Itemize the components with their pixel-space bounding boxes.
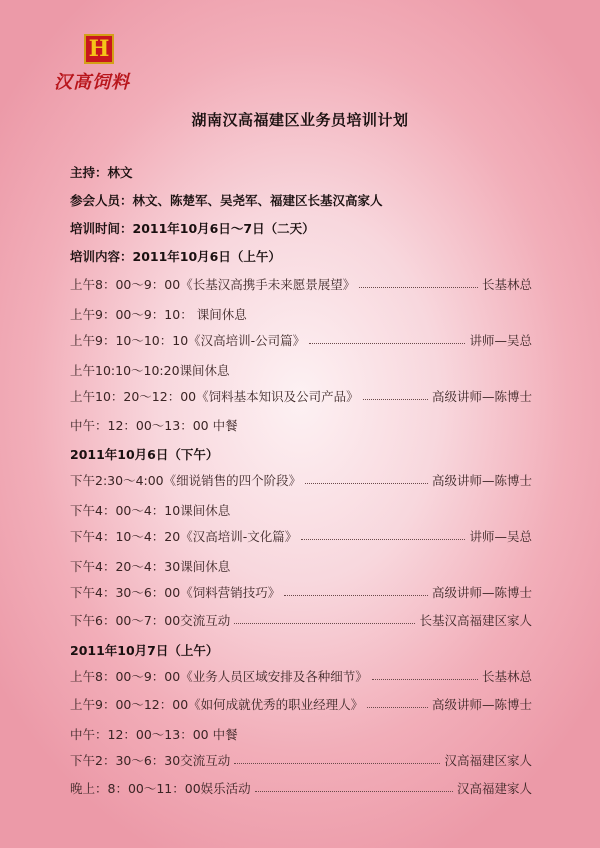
leader-dots: [367, 707, 428, 708]
schedule-speaker: 高级讲师—陈博士: [431, 389, 532, 404]
schedule-item: 下午4：00～4：10课间休息: [70, 503, 231, 518]
schedule-speaker: 长基林总: [481, 669, 532, 684]
leader-dots: [301, 539, 465, 540]
leader-dots: [359, 287, 478, 288]
schedule-item: 下午4：10～4：20《汉高培训-文化篇》: [70, 529, 298, 544]
schedule-speaker: 讲师—吴总: [469, 333, 532, 348]
leader-dots: [372, 679, 478, 680]
schedule-item: 下午4：30～6：00《饲料营销技巧》: [70, 585, 281, 600]
schedule-speaker: 讲师—吴总: [469, 529, 532, 544]
schedule-row: [70, 583, 532, 601]
schedule-item: 上午9：00～9：10： 课间休息: [70, 307, 247, 322]
schedule-item: 上午9：00～12：00《如何成就优秀的职业经理人》: [70, 697, 364, 712]
training-content-line: 培训内容：2011年10月6日（上午）: [70, 249, 281, 264]
schedule-row: [70, 751, 532, 769]
schedule-speaker: 长基汉高福建区家人: [419, 613, 532, 628]
section-heading-oct6-pm: 2011年10月6日（下午）: [70, 447, 219, 462]
schedule-item: 上午8：00～9：00《长基汉高携手未来愿景展望》: [70, 277, 356, 292]
schedule-item: 上午9：10～10：10《汉高培训-公司篇》: [70, 333, 306, 348]
schedule-item: 下午2：30～6：30交流互动: [70, 753, 231, 768]
schedule-row: [70, 275, 532, 293]
leader-dots: [309, 343, 465, 344]
page-title: 湖南汉高福建区业务员培训计划: [191, 111, 409, 129]
schedule-item: 上午8：00～9：00《业务人员区域安排及各种细节》: [70, 669, 368, 684]
schedule-row: [70, 611, 532, 629]
schedule-item: 中午：12：00～13：00 中餐: [70, 418, 238, 433]
leader-dots: [305, 483, 428, 484]
section-heading-oct7-am: 2011年10月7日（上午）: [70, 643, 219, 658]
schedule-row: [70, 387, 532, 405]
schedule-speaker: 高级讲师—陈博士: [431, 585, 532, 600]
leader-dots: [234, 623, 415, 624]
logo-mark: H: [84, 34, 114, 64]
host-line: 主持：林文: [70, 165, 133, 180]
schedule-item: 中午：12：00～13：00 中餐: [70, 727, 238, 742]
logo-text: 汉高饲料: [54, 72, 130, 93]
schedule-speaker: 汉高福建区家人: [444, 753, 532, 768]
schedule-item: 下午4：20～4：30课间休息: [70, 559, 231, 574]
schedule-item: 下午2:30～4:00《细说销售的四个阶段》: [70, 473, 302, 488]
attendees-line: 参会人员：林文、陈楚军、吴尧军、福建区长基汉高家人: [70, 193, 383, 208]
company-logo: [54, 34, 164, 94]
leader-dots: [234, 763, 440, 764]
schedule-row: [70, 471, 532, 489]
leader-dots: [284, 595, 428, 596]
schedule-row: [70, 667, 532, 685]
leader-dots: [255, 791, 453, 792]
schedule-row: [70, 779, 532, 797]
training-time-line: 培训时间：2011年10月6日～7日（二天）: [70, 221, 315, 236]
schedule-speaker: 长基林总: [481, 277, 532, 292]
schedule-item: 晚上：8：00～11：00娱乐活动: [70, 781, 251, 796]
schedule-row: [70, 331, 532, 349]
schedule-speaker: 高级讲师—陈博士: [431, 697, 532, 712]
schedule-speaker: 高级讲师—陈博士: [431, 473, 532, 488]
schedule-speaker: 汉高福建家人: [456, 781, 532, 796]
leader-dots: [363, 399, 428, 400]
schedule-item: 下午6：00～7：00交流互动: [70, 613, 231, 628]
schedule-item: 上午10：20～12：00《饲料基本知识及公司产品》: [70, 389, 359, 404]
schedule-row: [70, 695, 532, 713]
schedule-row: [70, 527, 532, 545]
schedule-item: 上午10:10～10:20课间休息: [70, 363, 230, 378]
